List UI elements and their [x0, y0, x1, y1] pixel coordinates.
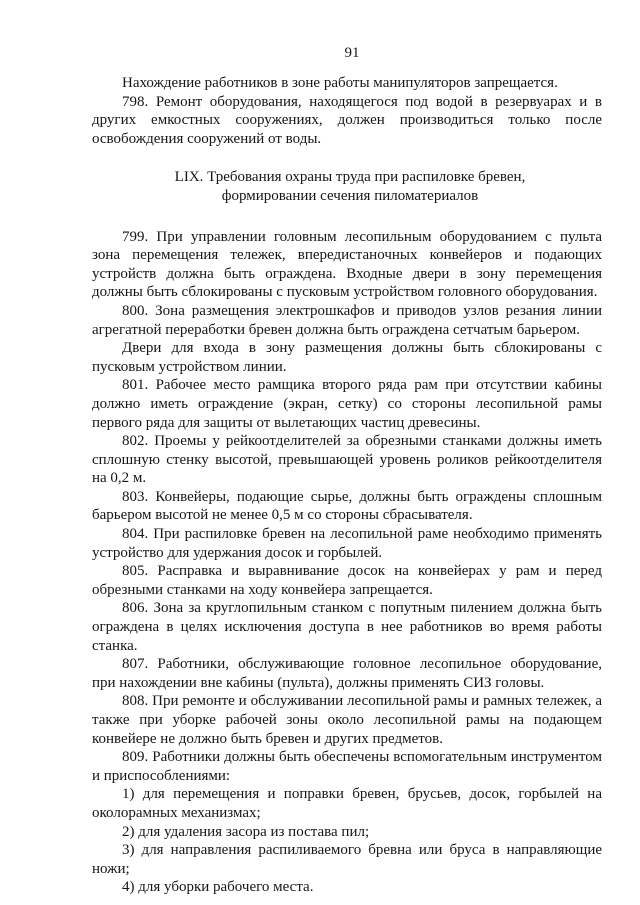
paragraph-806: 806. Зона за круглопильным станком с попутным пилением должна быть ограждена в целях исключения доступа в нее работников во время работы станка.: [92, 600, 602, 654]
paragraph-804: 804. При распиловке бревен на лесопильной раме необходимо применять устройство для удержания досок и горбылей.: [92, 526, 602, 561]
section-heading-line-2: формировании сечения пиломатериалов: [221, 187, 479, 204]
paragraph-807: 807. Работники, обслуживающие головное лесопильное оборудование, при нахождении вне кабины (пульта), должны применять СИЗ головы.: [92, 656, 602, 691]
paragraph-799: 799. При управлении головным лесопильным оборудованием с пульта зона перемещения тележек, впередистаночных конвейеров и подающих устройств должна быть ограждена. Входные двери в зону перемещения должны быть сблокированы с пусковым устройством головного оборудования.: [92, 228, 602, 301]
paragraph-803: 803. Конвейеры, подающие сырье, должны быть ограждены сплошным барьером высотой не менее 0,5 м со стороны сбрасывателя.: [92, 488, 602, 524]
list-item-3: 3) для направления распиливаемого бревна или бруса в направляющие ножи;: [92, 842, 602, 877]
section-heading: [92, 168, 602, 205]
list-item-1: 1) для перемещения и поправки бревен, брусьев, досок, горбылей на околорамных механизмах;: [92, 786, 602, 821]
page-number: 91: [344, 45, 360, 61]
paragraph-802: 802. Проемы у рейкоотделителей за обрезными станками должны иметь сплошную стенку высотой, превышающей уровень роликов рейкоотделителя на 0,2 м.: [92, 433, 602, 487]
paragraph-800: 800. Зона размещения электрошкафов и приводов узлов резания линии агрегатной переработки бревен должна быть ограждена сетчатым барьером.: [92, 302, 602, 338]
paragraph-809: 809. Работники должны быть обеспечены вспомогательным инструментом и приспособлениями:: [92, 749, 602, 784]
paragraph-805: 805. Расправка и выравнивание досок на конвейерах у рам и перед обрезными станками на ходу конвейера запрещается.: [92, 563, 602, 598]
paragraph-798: 798. Ремонт оборудования, находящегося под водой в резервуарах и в других емкостных сооружениях, должен производиться только после освобождения сооружений от воды.: [92, 93, 602, 147]
list-item-4: 4) для уборки рабочего места.: [122, 879, 314, 896]
paragraph-intro-1: Нахождение работников в зоне работы манипуляторов запрещается.: [122, 75, 558, 91]
section-heading-line-1: LIX. Требования охраны труда при распиловке бревен,: [174, 169, 526, 186]
paragraph-800-doors: Двери для входа в зону размещения должны быть сблокированы с пусковым устройством линии.: [92, 340, 602, 375]
paragraph-808: 808. При ремонте и обслуживании лесопильной рамы и рамных тележек, а также при уборке рабочей зоны около лесопильной рамы на подающем конвейере не должно быть бревен и других предметов.: [92, 693, 602, 747]
paragraph-801: 801. Рабочее место рамщика второго ряда рам при отсутствии кабины должно иметь ограждение (экран, сетку) со стороны лесопильной рамы первого ряда для защиты от вылетающих частиц древесины.: [92, 377, 602, 431]
list-item-2: 2) для удаления засора из постава пил;: [122, 823, 370, 840]
